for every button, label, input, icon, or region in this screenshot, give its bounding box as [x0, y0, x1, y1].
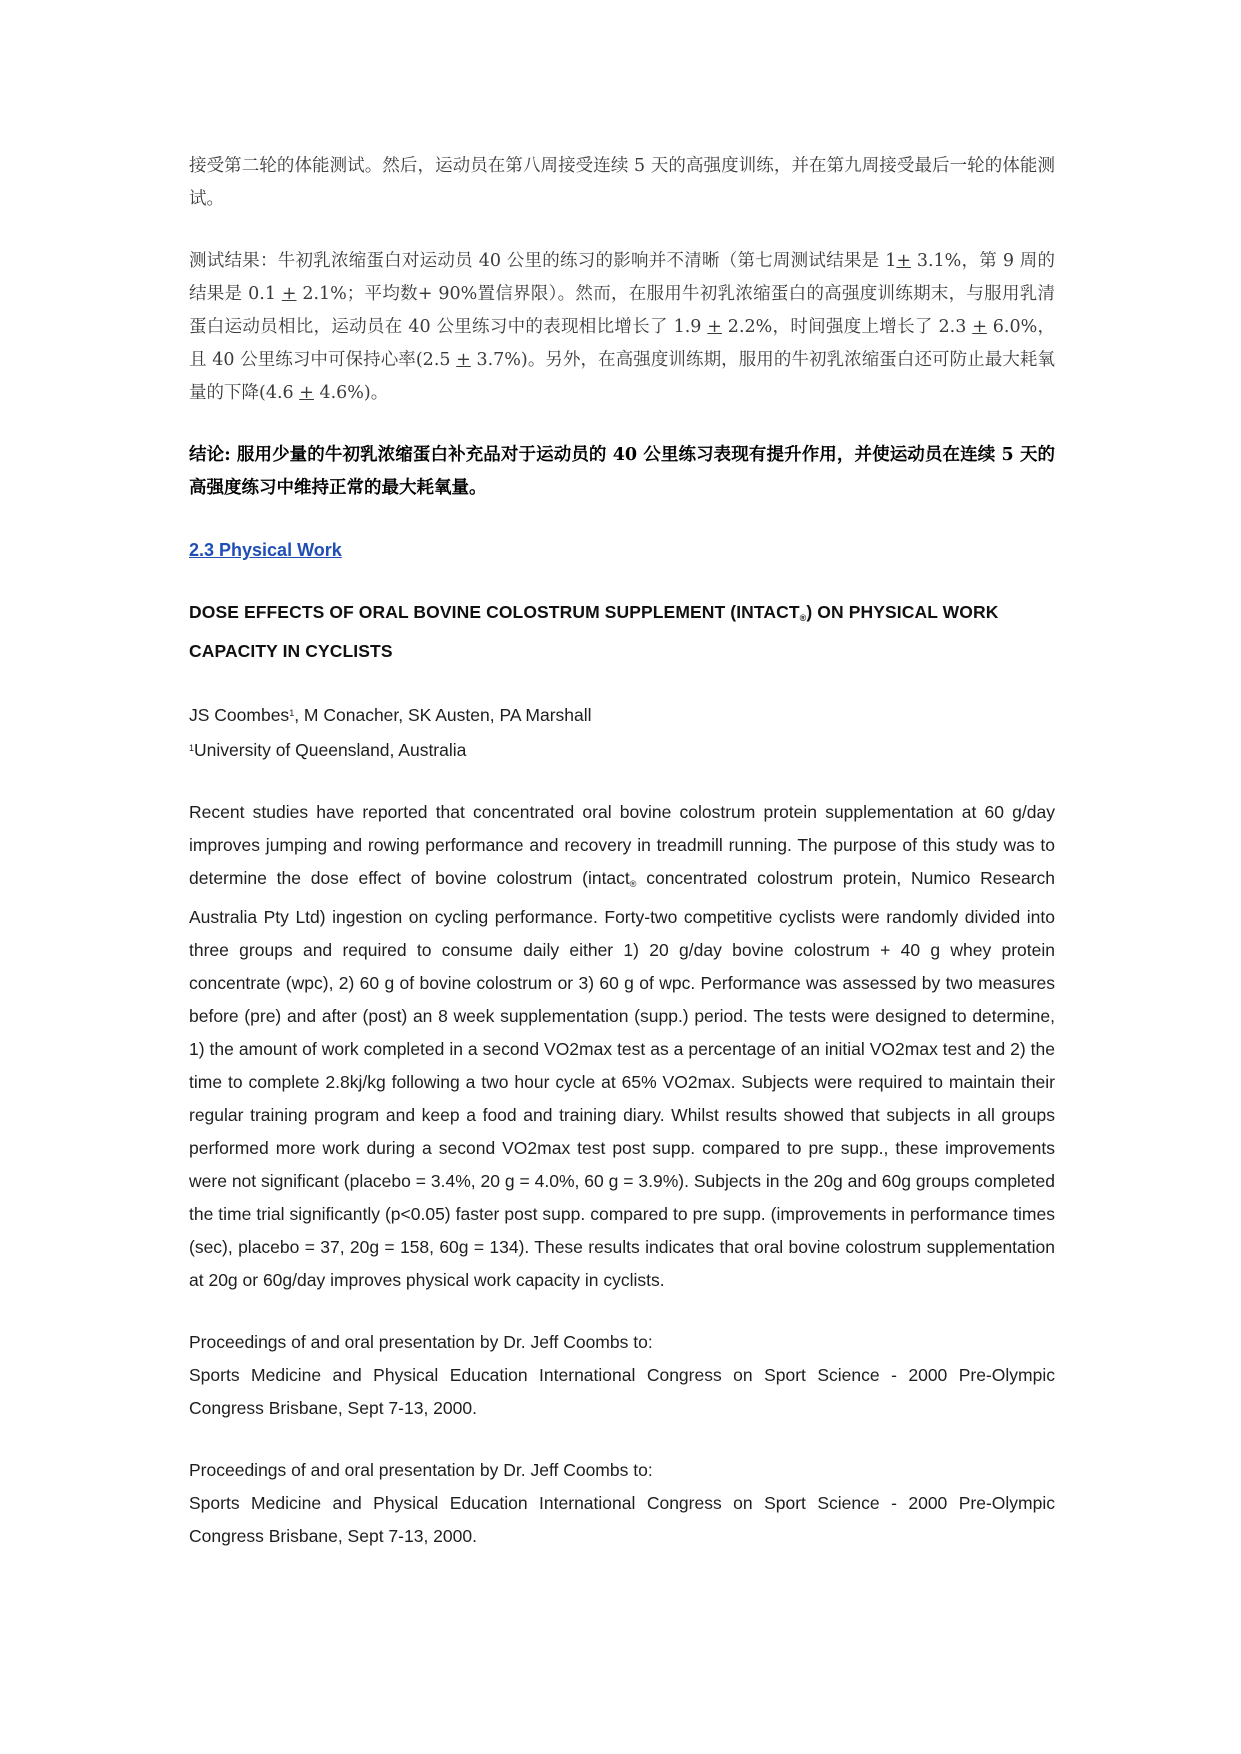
proceedings-line-1: Proceedings of and oral presentation by Dr. Jeff Coombs to: — [189, 1332, 653, 1352]
plus-minus-mark: + — [299, 383, 314, 403]
footnote-mark: 1 — [189, 743, 195, 753]
author-block — [189, 697, 1055, 767]
footnote-mark: 1 — [289, 708, 295, 718]
first-author: JS Coombes — [189, 705, 290, 725]
abstract-text-2: concentrated colostrum protein, Numico Research Australia Pty Ltd) ingestion on cycling performance. Forty-two competitive cyclists were randomly divided into three groups and required to consume daily either 1) 20 g/day bovine colostrum + 40 g whey protein concentrate (wpc), 2) 60 g of bovine colostrum or 3) 60 g of wpc. Performance was assessed by two measures before (pre) and after (post) an 8 week supplementation (supp.) period. The tests were designed to determine, 1) the amount of work completed in a second VO2max test as a percentage of an initial VO2max test and 2) the time to complete 2.8kj/kg following a two hour cycle at 65% VO2max. Subjects were required to maintain their regular training program and keep a food and training diary. Whilst results showed that subjects in all groups performed more work during a second VO2max test post supp. compared to pre supp., these improvements were not significant (placebo = 3.4%, 20 g = 4.0%, 60 g = 3.9%). Subjects in the 20g and 60g groups completed the time trial significantly (p<0.05) faster post supp. compared to pre supp. (improvements in performance times (sec), placebo = 37, 20g = 158, 60g = 134). These results indicates that oral bovine colostrum supplementation at 20g or 60g/day improves physical work capacity in cyclists. — [189, 868, 1055, 1290]
plus-minus-mark: + — [456, 350, 471, 370]
results-text-2: 3.1%，第 9 周的结果是 0.1 — [189, 251, 1056, 304]
abstract-text-1: Recent studies have reported that concentrated oral bovine colostrum protein supplementation at 60 g/day improves jumping and rowing performance and recovery in treadmill running. The purpose of this study was to determine the dose effect of bovine colostrum (intact — [189, 802, 1055, 888]
other-authors: , M Conacher, SK Austen, PA Marshall — [294, 705, 592, 725]
title-part-1: DOSE EFFECTS OF ORAL BOVINE COLOSTRUM SUPPLEMENT (INTACT — [189, 602, 800, 622]
results-text-1: 测试结果：牛初乳浓缩蛋白对运动员 40 公里的练习的影响并不清晰（第七周测试结果是 1 — [189, 251, 897, 271]
plus-minus-mark: + — [896, 251, 912, 271]
results-text-4: 2.2%，时间强度上增长了 2.3 — [721, 317, 973, 337]
proceedings-line-1: Proceedings of and oral presentation by Dr. Jeff Coombs to: — [189, 1460, 653, 1480]
plus-minus-mark: + — [281, 284, 297, 304]
conclusion-paragraph: 结论: 服用少量的牛初乳浓缩蛋白补充品对于运动员的 40 公里练习表现有提升作用，并使运动员在连续 5 天的高强度练习中维持正常的最大耗氧量。 — [189, 445, 1055, 498]
results-text-6: 3.7%)。另外，在高强度训练期，服用的牛初乳浓缩蛋白还可防止最大耗氧量的下降(4.6 — [189, 350, 1055, 403]
intro-paragraph: 接受第二轮的体能测试。然后，运动员在第八周接受连续 5 天的高强度训练，并在第九周接受最后一轮的体能测试。 — [189, 156, 1055, 209]
proceedings-note — [189, 1326, 1055, 1425]
results-paragraph — [189, 245, 1055, 410]
document-page — [189, 150, 1055, 1582]
proceedings-note — [189, 1454, 1055, 1553]
results-text-3: 2.1%；平均数+ 90%置信界限）。然而，在服用牛初乳浓缩蛋白的高强度训练期末，与服用乳清蛋白运动员相比，运动员在 40 公里练习中的表现相比增长了 1.9 — [189, 284, 1055, 337]
proceedings-line-2: Sports Medicine and Physical Education International Congress on Sport Science - 2000 Pre-Olympic Congress Brisbane, Sept 7-13, 2000. — [189, 1365, 1055, 1418]
results-text-7: 4.6%)。 — [313, 383, 389, 403]
section-link-physical-work[interactable]: 2.3 Physical Work — [189, 540, 342, 560]
section-heading — [189, 534, 1055, 567]
proceedings-line-2: Sports Medicine and Physical Education International Congress on Sport Science - 2000 Pre-Olympic Congress Brisbane, Sept 7-13, 2000. — [189, 1493, 1055, 1546]
affiliation — [189, 732, 1055, 767]
plus-minus-mark: + — [707, 317, 722, 337]
results-text-5: 6.0%，且 40 公里练习中可保持心率(2.5 — [189, 317, 1055, 370]
abstract-paragraph — [189, 796, 1055, 1297]
title-part-2: ) ON PHYSICAL WORK CAPACITY IN CYCLISTS — [189, 602, 999, 661]
paper-title — [189, 596, 1055, 668]
plus-minus-mark: + — [972, 317, 987, 337]
registered-mark: ® — [799, 613, 807, 623]
affiliation-text: University of Queensland, Australia — [194, 740, 467, 760]
registered-mark: ® — [629, 879, 637, 889]
author-list — [189, 697, 1055, 732]
